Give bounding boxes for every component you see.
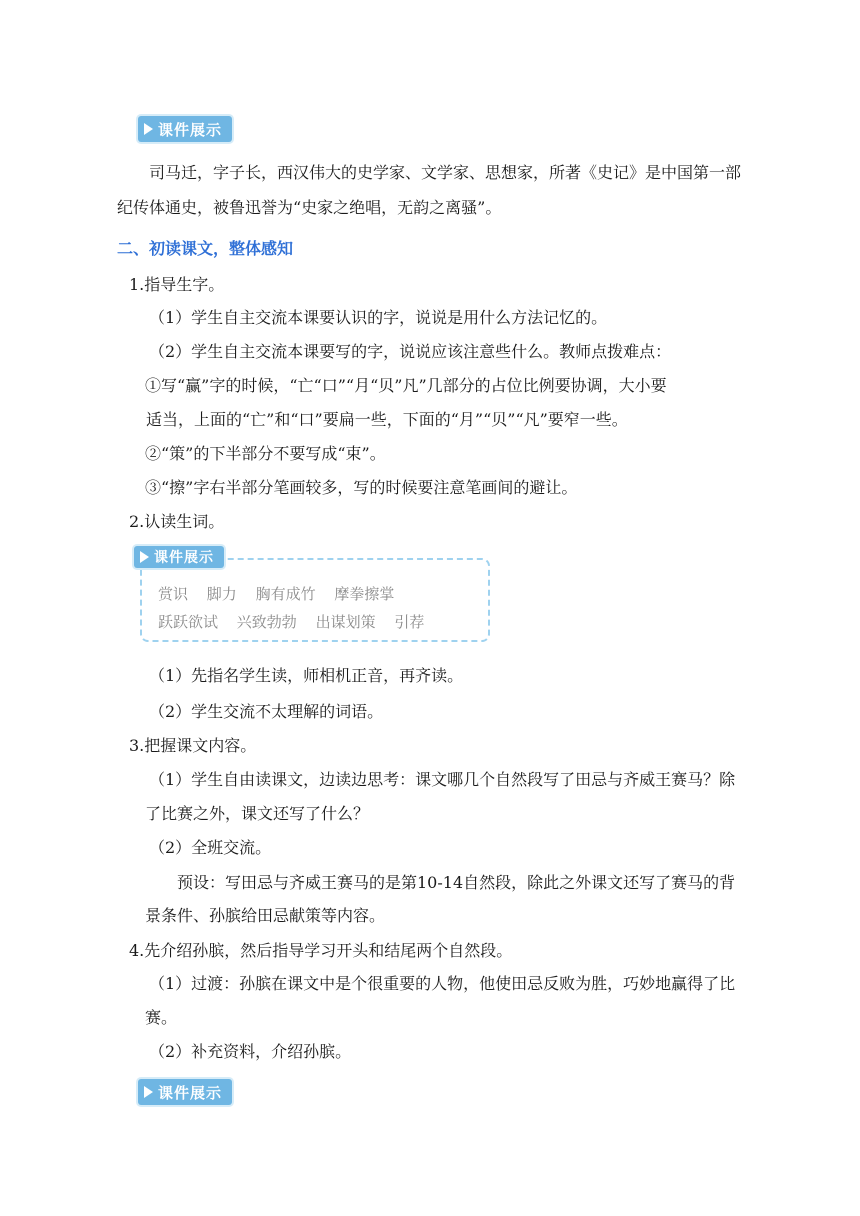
play-triangle-icon bbox=[140, 551, 149, 563]
vocab-word: 兴致勃勃 bbox=[236, 613, 297, 631]
item-1-char-note-1a: ①写“赢”字的时候，“亡“口”“月“贝”凡”几部分的占位比例要协调，大小要 bbox=[145, 376, 667, 395]
item-2-para-2: （2）学生交流不太理解的词语。 bbox=[149, 702, 384, 721]
vocab-word: 脚力 bbox=[206, 585, 237, 603]
vocab-word: 出谋划策 bbox=[315, 613, 376, 631]
item-2-title: 2.认读生词。 bbox=[129, 512, 225, 531]
item-1-title: 1.指导生字。 bbox=[129, 275, 225, 294]
vocab-row-1 bbox=[158, 584, 408, 604]
item-3-preset-a: 预设：写田忌与齐威王赛马的是第10-14自然段，除此之外课文还写了赛马的背 bbox=[177, 873, 736, 892]
item-1-char-note-3: ③“擦”字右半部分笔画较多，写的时候要注意笔画间的避让。 bbox=[145, 478, 578, 497]
vocab-word: 摩拳擦掌 bbox=[334, 585, 395, 603]
courseware-badge bbox=[138, 1079, 232, 1105]
item-4-para-1b: 赛。 bbox=[145, 1008, 178, 1027]
item-3-title: 3.把握课文内容。 bbox=[129, 736, 257, 755]
play-triangle-icon bbox=[144, 123, 153, 135]
badge-label: 课件展示 bbox=[158, 1083, 223, 1102]
vocab-word: 胸有成竹 bbox=[255, 585, 316, 603]
item-1-char-note-2: ②“策”的下半部分不要写成“束”。 bbox=[145, 444, 386, 463]
item-3-para-1a: （1）学生自由读课文，边读边思考：课文哪几个自然段写了田忌与齐威王赛马？除 bbox=[149, 770, 736, 789]
item-3-para-2: （2）全班交流。 bbox=[149, 838, 272, 857]
intro-line-1: 司马迁，字子长，西汉伟大的史学家、文学家、思想家，所著《史记》是中国第一部 bbox=[149, 163, 742, 182]
intro-line-2: 纪传体通史，被鲁迅誉为“史家之绝唱，无韵之离骚”。 bbox=[117, 198, 502, 217]
item-2-para-1: （1）先指名学生读，师相机正音，再齐读。 bbox=[149, 666, 464, 685]
vocab-word: 赏识 bbox=[158, 585, 189, 603]
courseware-badge bbox=[138, 116, 232, 142]
badge-label: 课件展示 bbox=[154, 550, 214, 566]
vocab-word: 引荐 bbox=[394, 613, 425, 631]
item-1-char-note-1b: 适当，上面的“亡”和“口”要扁一些，下面的“月”“贝”“凡”要窄一些。 bbox=[146, 410, 628, 429]
play-triangle-icon bbox=[144, 1086, 153, 1098]
item-3-para-1b: 了比赛之外，课文还写了什么？ bbox=[145, 804, 370, 823]
item-3-preset-b: 景条件、孙膑给田忌献策等内容。 bbox=[145, 906, 386, 925]
badge-label: 课件展示 bbox=[158, 120, 223, 139]
item-1-para-2: （2）学生自主交流本课要写的字，说说应该注意些什么。教师点拨难点： bbox=[149, 342, 672, 361]
item-1-para-1: （1）学生自主交流本课要认识的字，说说是用什么方法记忆的。 bbox=[149, 308, 608, 327]
vocab-word: 跃跃欲试 bbox=[158, 613, 219, 631]
item-4-title: 4.先介绍孙膑，然后指导学习开头和结尾两个自然段。 bbox=[129, 941, 513, 960]
section-heading: 二、初读课文，整体感知 bbox=[117, 239, 294, 258]
courseware-badge bbox=[134, 546, 224, 568]
item-4-para-1a: （1）过渡：孙膑在课文中是个很重要的人物，他使田忌反败为胜，巧妙地赢得了比 bbox=[149, 974, 736, 993]
item-4-para-2: （2）补充资料，介绍孙膑。 bbox=[149, 1042, 352, 1061]
vocab-row-2 bbox=[158, 612, 438, 632]
